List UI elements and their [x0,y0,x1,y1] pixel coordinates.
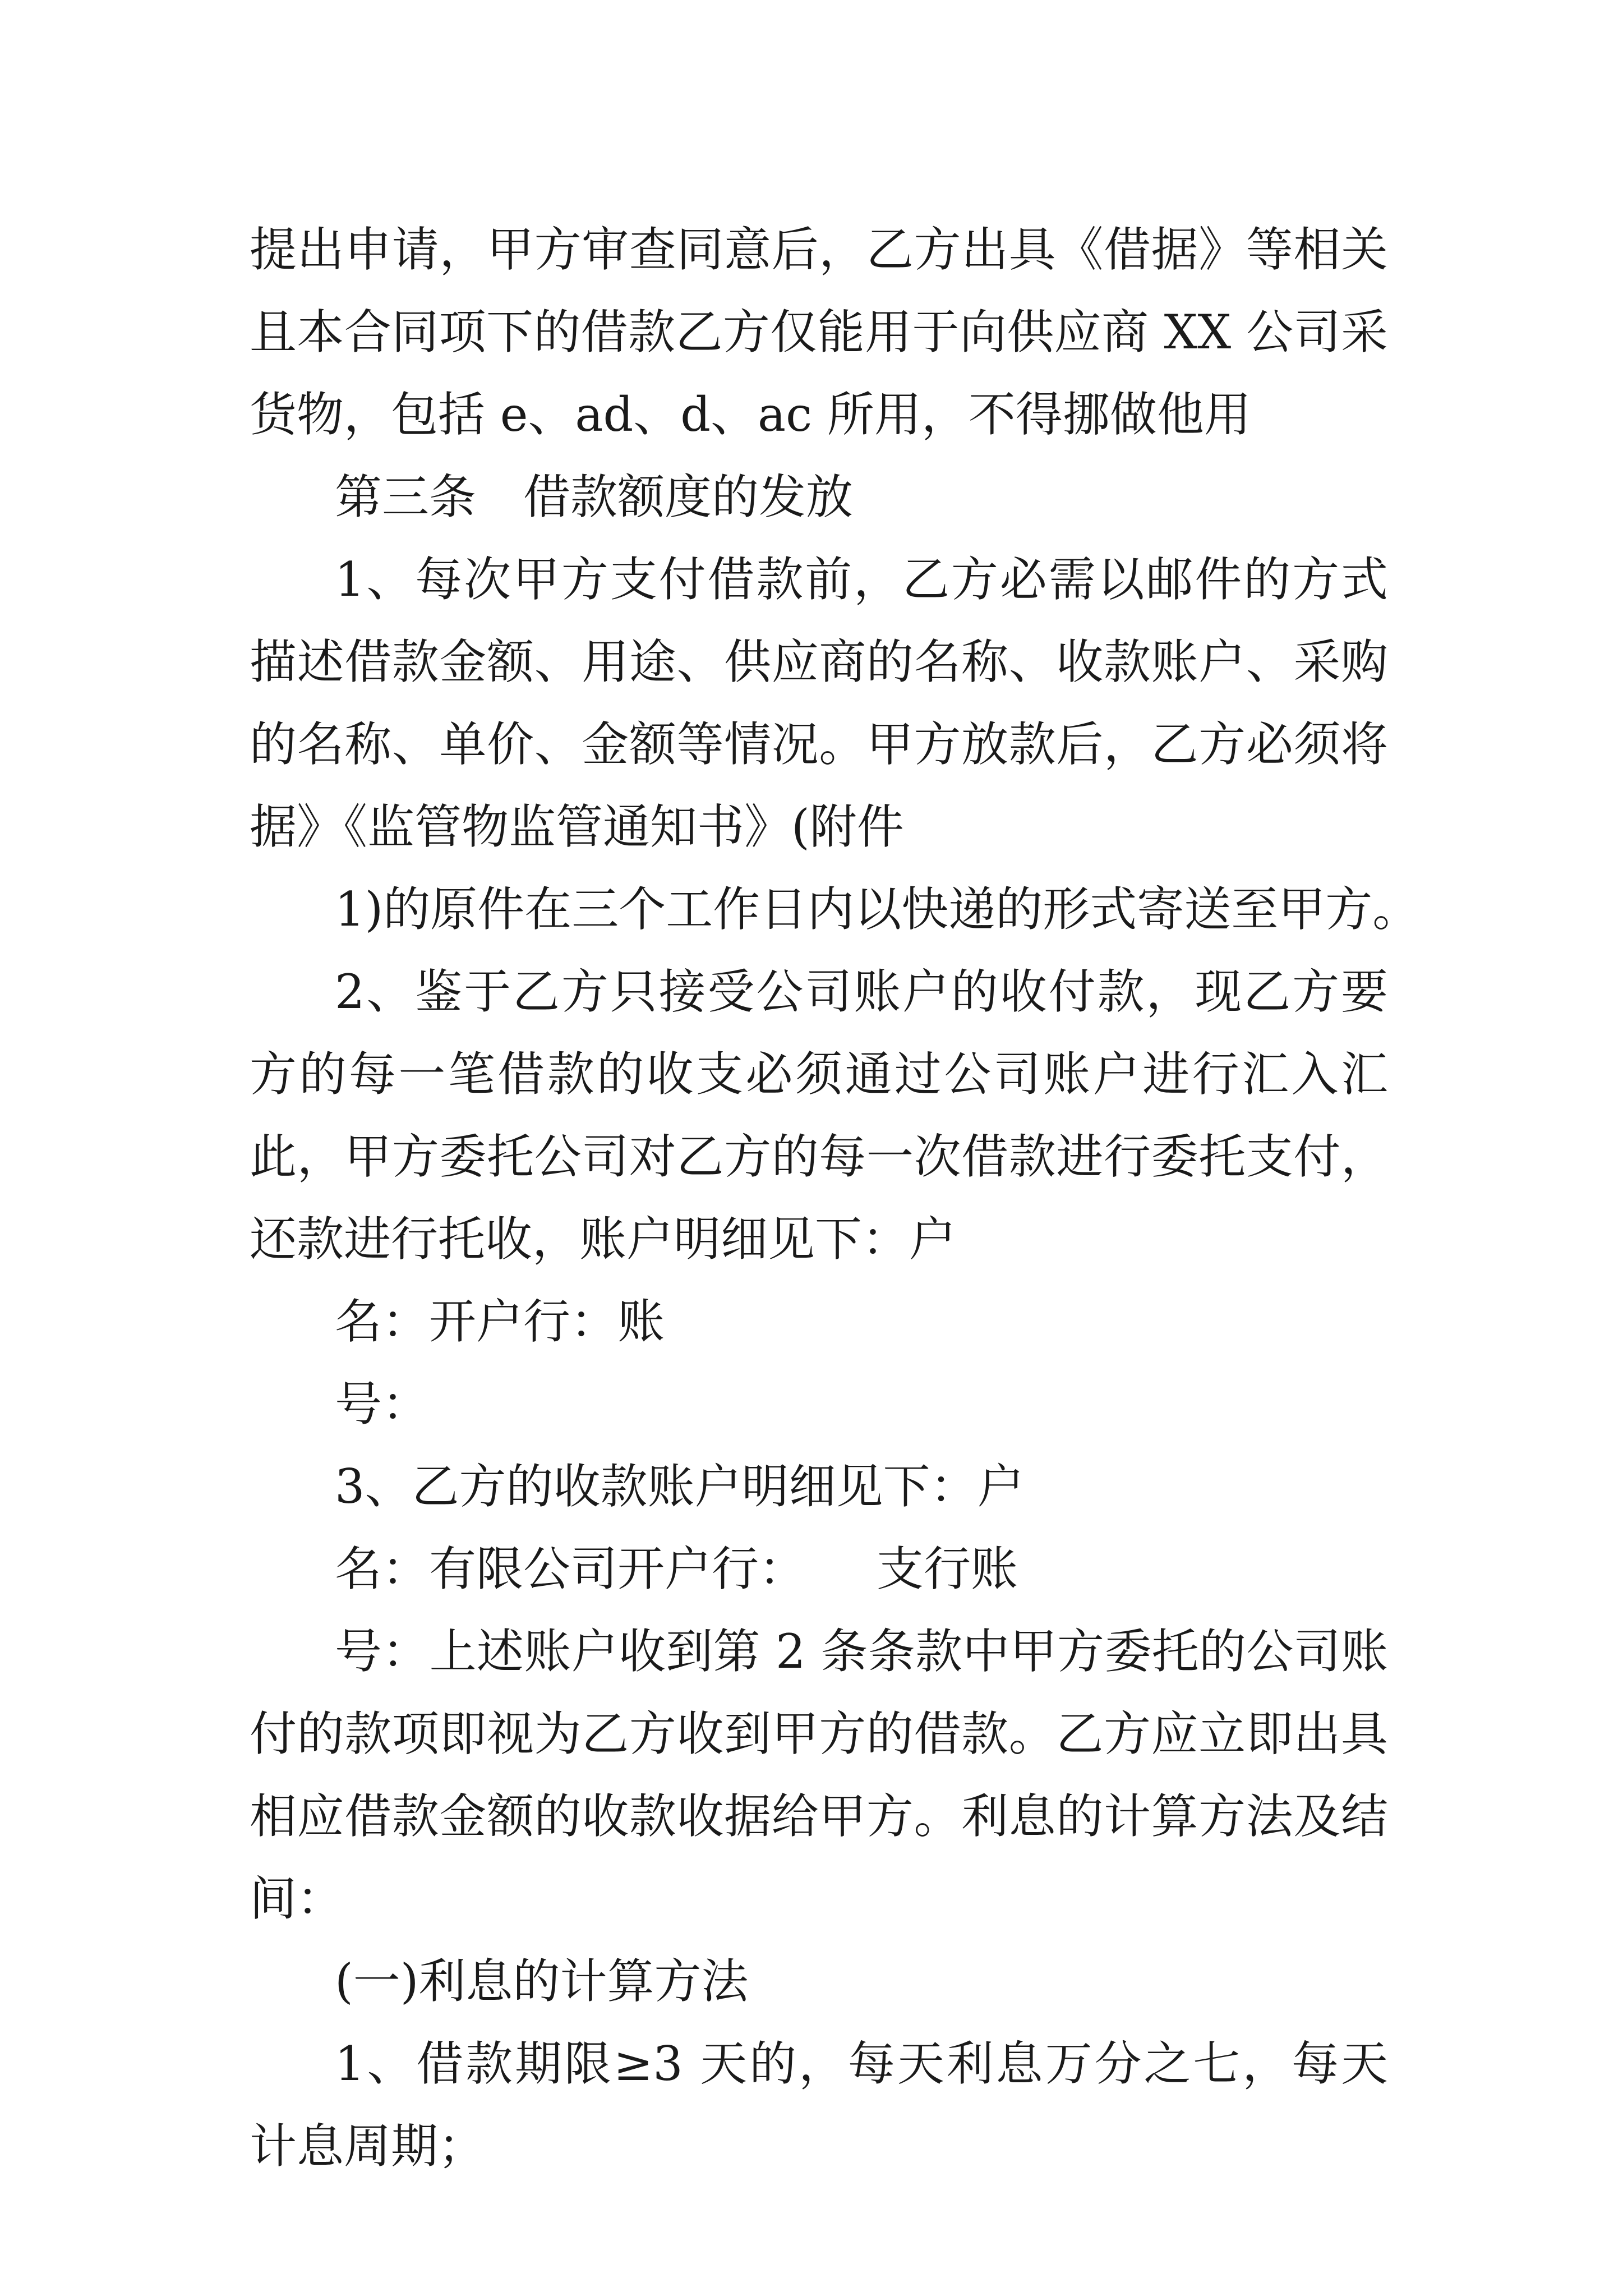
text-line: 据》《监管物监管通知书》(附件 [250,799,904,854]
text-line: 号： [335,1377,430,1432]
text-line: 相应借款金额的收款收据给甲方。利息的计算方法及结 [250,1789,1388,1844]
section-heading: 第三条 借款额度的发放 [335,470,854,524]
text-line: 1、借款期限≥3 天的，每天利息万分之七，每天 [335,2036,1388,2091]
text-line: 还款进行托收，账户明细见下：户 [250,1212,957,1267]
text-line: 提出申请，甲方审查同意后，乙方出具《借据》等相关 [250,222,1388,277]
text-line: 1、每次甲方支付借款前，乙方必需以邮件的方式 [335,552,1388,607]
text-line: 间： [250,1871,344,1926]
text-line: 付的款项即视为乙方收到甲方的借款。乙方应立即出具 [250,1706,1388,1761]
subsection-heading: (一)利息的计算方法 [335,1954,749,2009]
text-line: 名：有限公司开户行： 支行账 [335,1542,1018,1596]
text-line: 计息周期； [250,2119,486,2174]
text-line: 号：上述账户收到第 2 条条款中甲方委托的公司账 [335,1624,1388,1679]
text-line: 货物，包括 e、ad、d、ac 所用，不得挪做他用 [250,387,1251,442]
text-line: 名：开户行：账 [335,1294,665,1349]
text-line: 方的每一笔借款的收支必须通过公司账户进行汇入汇 [250,1047,1388,1102]
text-line: 且本合同项下的借款乙方仅能用于向供应商 XX 公司采 [250,305,1388,360]
text-line: 2、鉴于乙方只接受公司账户的收付款，现乙方要 [335,964,1388,1019]
contract-text-body [250,209,1420,2188]
text-line: 此，甲方委托公司对乙方的每一次借款进行委托支付， [250,1129,1388,1184]
text-line: 描述借款金额、用途、供应商的名称、收款账户、采购 [250,634,1388,689]
text-line: 3、乙方的收款账户明细见下：户 [335,1459,1025,1514]
text-line: 的名称、单价、金额等情况。甲方放款后，乙方必须将 [250,717,1388,772]
text-line: 1)的原件在三个工作日内以快递的形式寄送至甲方。 [335,882,1420,937]
